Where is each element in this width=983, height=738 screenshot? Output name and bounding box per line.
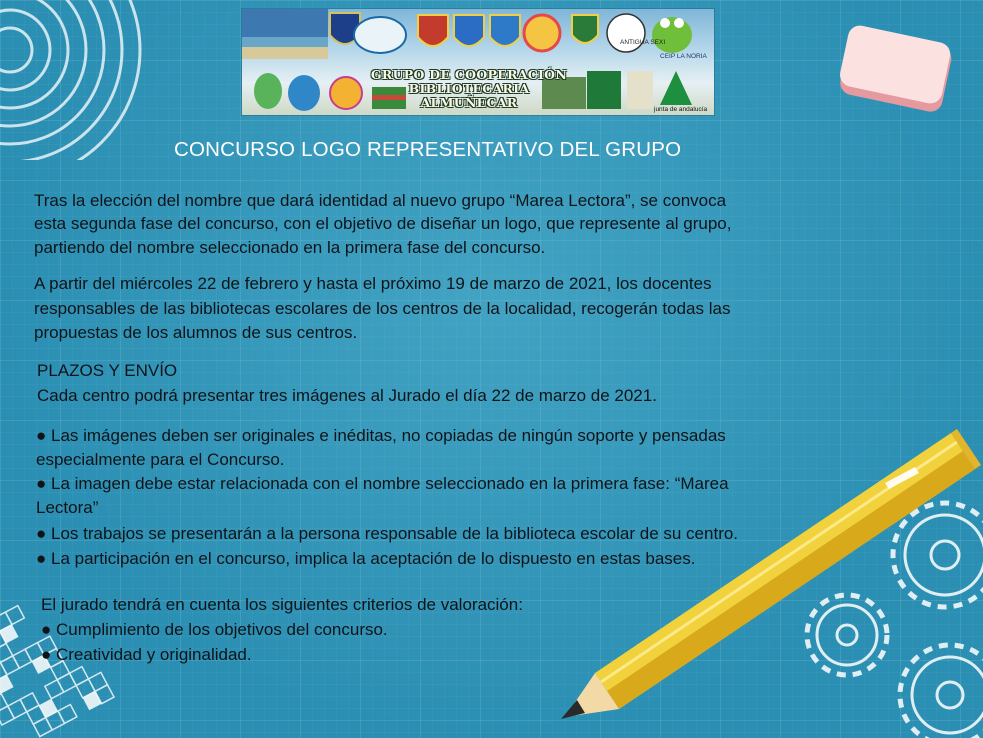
intro-p1-line-3: partiendo del nombre seleccionado en la primera fase del concurso. bbox=[34, 238, 546, 257]
plazos-text: Cada centro podrá presentar tres imágenes al Jurado el día 22 de marzo de 2021. bbox=[37, 386, 657, 405]
rule-line-1: ● Las imágenes deben ser originales e inéditas, no copiadas de ningún soporte y pensadas bbox=[36, 426, 726, 445]
page-title: CONCURSO LOGO REPRESENTATIVO DEL GRUPO bbox=[174, 138, 682, 161]
intro-p2-line-1: A partir del miércoles 22 de febrero y hasta el próximo 19 de marzo de 2021, los docentes bbox=[34, 274, 712, 293]
rule-line-2: especialmente para el Concurso. bbox=[36, 450, 285, 469]
pencil-icon bbox=[555, 425, 983, 720]
criteria-intro: El jurado tendrá en cuenta los siguientes criterios de valoración: bbox=[41, 595, 523, 614]
criteria-item-2: ● Creatividad y originalidad. bbox=[41, 645, 252, 664]
rule-line-5: ● Los trabajos se presentarán a la persona responsable de la biblioteca escolar de su centro. bbox=[36, 524, 739, 543]
header-banner bbox=[242, 9, 714, 115]
rule-line-6: ● La participación en el concurso, implica la aceptación de lo dispuesto en estas bases. bbox=[36, 549, 696, 568]
banner-small-text-2: junta de andalucía bbox=[654, 106, 708, 113]
banner-title-line-2: BIBLIOTECARIA bbox=[408, 81, 530, 96]
banner-small-text-1: CEIP LA NORIA bbox=[660, 53, 707, 60]
banner-small-text-3: ANTIGUA SEXI bbox=[620, 39, 666, 46]
intro-p1-line-2: esta segunda fase del concurso, con el objetivo de diseñar un logo, que represente al grupo, bbox=[34, 214, 732, 233]
intro-p2-line-2: responsables de las bibliotecas escolares de los centros de la localidad, recogerán todas las bbox=[34, 299, 731, 318]
banner-title-line-3: ALMUÑECAR bbox=[420, 95, 518, 110]
rule-line-3: ● La imagen debe estar relacionada con el nombre seleccionado en la primera fase: “Marea bbox=[36, 474, 729, 493]
plazos-title: PLAZOS Y ENVÍO bbox=[37, 361, 178, 380]
eraser-icon bbox=[832, 20, 962, 120]
criteria-item-1: ● Cumplimiento de los objetivos del concurso. bbox=[41, 620, 388, 639]
intro-p2-line-3: propuestas de los alumnos de sus centros. bbox=[34, 323, 358, 342]
rule-line-4: Lectora” bbox=[36, 498, 99, 517]
banner-title-line-1: GRUPO DE COOPERACIÓN bbox=[370, 67, 568, 82]
intro-p1-line-1: Tras la elección del nombre que dará identidad al nuevo grupo “Marea Lectora”, se convoca bbox=[34, 191, 727, 210]
dartboard-icon bbox=[0, 0, 150, 160]
